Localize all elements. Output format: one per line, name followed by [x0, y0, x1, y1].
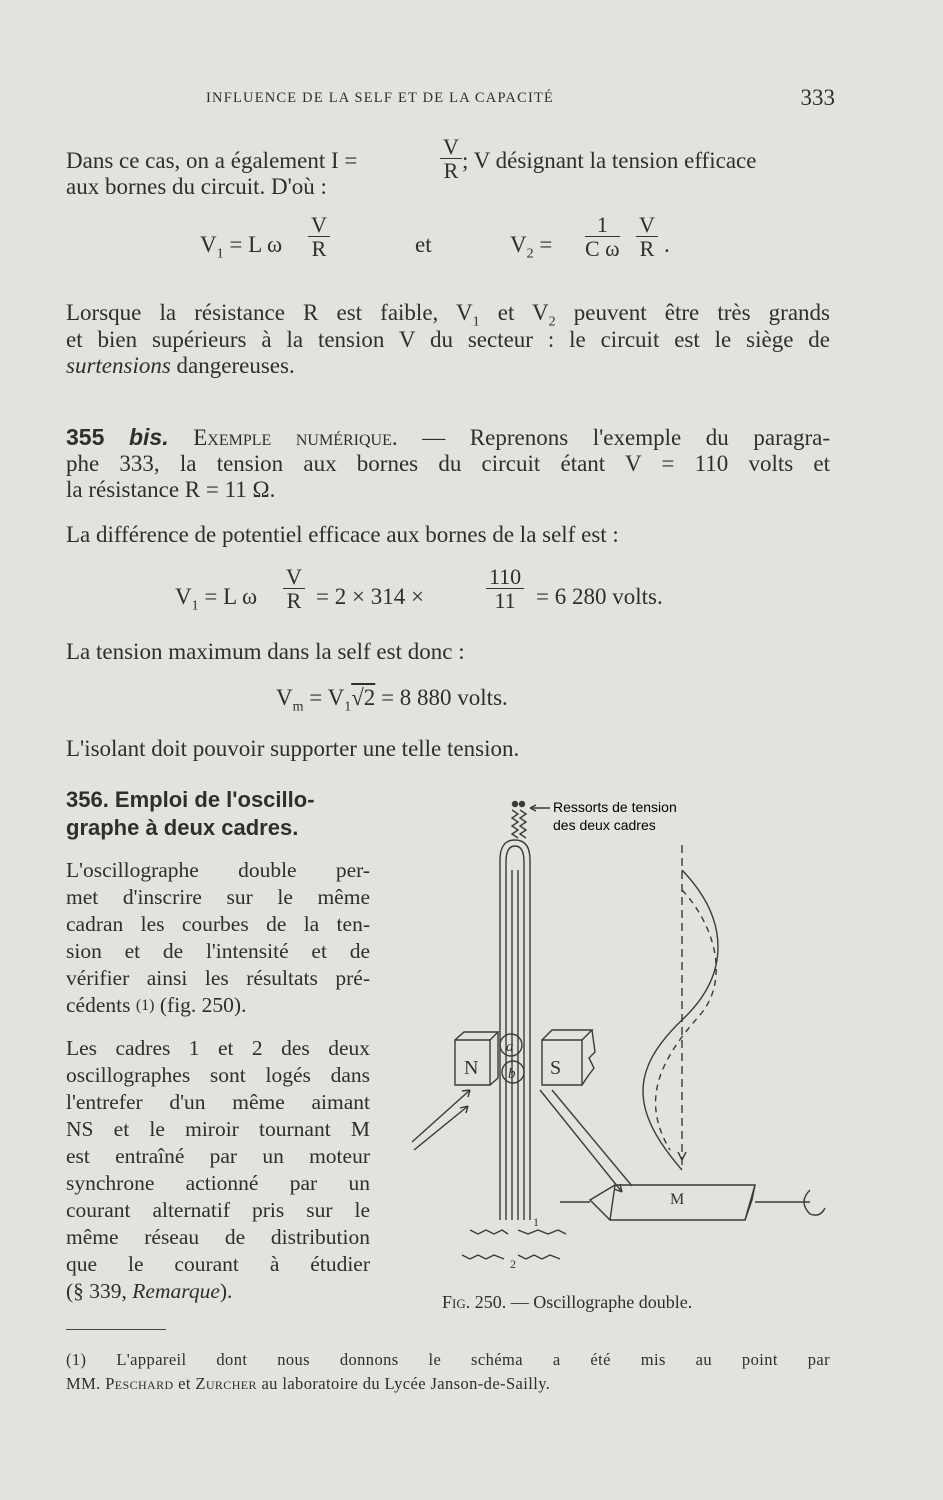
res-l1-sub1: 1 [472, 314, 480, 330]
eq1-v1-sub: 1 [216, 246, 224, 262]
s355bis-line4: La différence de potentiel efficace aux bornes de la self est : [66, 522, 619, 547]
para-resistance-line3 [66, 353, 830, 379]
res-l1-sub2: 2 [548, 314, 556, 330]
intro-frac-den: R [443, 158, 459, 183]
fig-label-a: a [506, 1039, 514, 1055]
eq1-v1 [200, 232, 282, 263]
spring-top-a [512, 810, 518, 838]
s355bis-l1-rest: — Reprenons l'exemple du paragra- [397, 425, 831, 450]
eq1-v2-lhs: V [510, 232, 527, 257]
footnote-et: et [173, 1374, 196, 1393]
s356-p2-line9: que le courant à étudier [66, 1252, 370, 1276]
eq2-den2: 11 [494, 588, 516, 613]
spring-top-b [520, 810, 526, 838]
s356-p2-close: ). [219, 1279, 233, 1303]
eq2-sub: 1 [191, 598, 199, 614]
s356-p1-line5: vérifier ainsi les résultats pré- [66, 966, 370, 990]
eq1-v1-lhs: V [200, 232, 217, 257]
s356-title-line2: graphe à deux cadres. [66, 815, 299, 840]
eq1-v1-den: R [311, 236, 327, 261]
running-title: INFLUENCE DE LA SELF ET DE LA CAPACITÉ [206, 90, 555, 106]
fig-label-s: S [550, 1057, 562, 1079]
footnote-rule [66, 1329, 166, 1330]
s356-p2-line6: synchrone actionné par un [66, 1171, 370, 1195]
eq1-v2-fraction1 [585, 214, 620, 261]
eq2-num1: V [283, 566, 305, 589]
caption-fig: Fig. [442, 1292, 471, 1312]
fig-label-n: N [464, 1057, 479, 1079]
eq1-v2-eq: = [539, 232, 553, 257]
footnote-line2 [66, 1374, 830, 1394]
s356-p1-cedents: cédents [66, 993, 131, 1017]
footnote-peschard: Peschard [105, 1374, 174, 1393]
eq2-den1: R [286, 588, 302, 613]
eq1-v1-num: V [308, 214, 330, 237]
fig-label-1: 1 [533, 1215, 539, 1229]
magnet-s [542, 1040, 582, 1085]
eq1-v1-mid: = L ω [229, 232, 283, 257]
eq1-v1-fraction [308, 214, 330, 261]
eq3-sub2: 1 [344, 699, 352, 715]
s356-p2-line2: oscillographes sont logés dans [66, 1063, 370, 1087]
eq1-v2-num1: 1 [585, 214, 620, 237]
eq2-v: V [175, 584, 192, 609]
eq3-result: = 8 880 volts. [381, 685, 508, 710]
s356-p2-line8: même réseau de distribution [66, 1225, 370, 1249]
s356-p2-line10 [66, 1279, 370, 1304]
eq1-v2-fraction2 [636, 214, 658, 261]
intro-frac-num: V [440, 136, 462, 159]
s355bis-line2: phe 333, la tension aux bornes du circuit étant V = 110 volts et [66, 451, 830, 476]
s356-p2-ref: (§ 339, [66, 1279, 133, 1303]
s355bis-title: Exemple numérique. [193, 425, 398, 450]
res-l1-c: peuvent être très grands [555, 300, 830, 325]
eq2-num2: 110 [486, 566, 524, 589]
footnote-mm: MM. [66, 1374, 106, 1393]
s356-p2-line3: l'entrefer d'un même aimant [66, 1090, 370, 1114]
fig-label-2: 2 [510, 1257, 516, 1271]
eq1-v2-den1: C ω [585, 236, 620, 261]
fig-label-springs-2: des deux cadres [553, 817, 656, 833]
s355bis-bis: bis. [128, 424, 169, 450]
s356-p1-line4: sion et de l'intensité et de [66, 939, 370, 963]
res-l3-rest: dangereuses. [170, 353, 295, 378]
eq2-mult: = 2 × 314 × [316, 584, 424, 609]
eq2-lhs [175, 584, 257, 615]
res-l1-a: Lorsque la résistance R est faible, V [66, 300, 473, 325]
s355bis-number: 355 [66, 424, 105, 450]
eq2-fraction2 [486, 566, 524, 613]
eq3-mid: = V [309, 685, 345, 710]
s356-p2-line7: courant alternatif pris sur le [66, 1198, 370, 1222]
res-l1-b: et V [479, 300, 549, 325]
fig-label-b: b [508, 1066, 516, 1082]
isolant-text: L'isolant doit pouvoir supporter une telle tension. [66, 736, 520, 761]
oscillograph-figure [400, 790, 840, 1310]
eq2-result: = 6 280 volts. [536, 584, 663, 609]
s356-p1-line3: cadran les courbes de la ten- [66, 912, 370, 936]
curve-tension [643, 870, 718, 1170]
eq3 [276, 685, 508, 716]
s356-p1-line2: met d'inscrire sur le même [66, 885, 370, 909]
eq2-fraction1 [283, 566, 305, 613]
eq1-v2-den2: R [639, 236, 655, 261]
footnote-line1: (1) L'appareil dont nous donnons le schéma a été mis au point par [66, 1350, 830, 1369]
s356-p2-line5: est entraîné par un moteur [66, 1144, 370, 1168]
figure-caption [442, 1292, 692, 1313]
eq1-et: et [415, 232, 432, 257]
caption-rest: 250. — Oscillographe double. [470, 1292, 693, 1312]
s356-p2-remarque: Remarque [132, 1279, 220, 1303]
s356-p2-line4: NS et le miroir tournant M [66, 1117, 370, 1141]
footnote-rest: au laboratoire du Lycée Janson-de-Sailly. [256, 1374, 551, 1393]
curve-intensity [656, 890, 717, 1150]
footnote-zurcher: Zurcher [195, 1374, 257, 1393]
s356-footnote-ref: (1) [135, 997, 155, 1014]
eq3-v: V [276, 685, 293, 710]
s356-p2-line1: Les cadres 1 et 2 des deux [66, 1036, 370, 1060]
eq2-mid: = L ω [204, 584, 258, 609]
page-number: 333 [800, 85, 835, 110]
eq3-sqrt: √2 [351, 685, 376, 710]
fig-label-m: M [670, 1191, 685, 1208]
intro-line1-a: Dans ce cas, on a également I = [66, 148, 358, 173]
intro-line1-b: ; V désignant la tension efficace [462, 148, 757, 173]
para-resistance-line1 [66, 300, 830, 331]
eq1-v2-num2: V [636, 214, 658, 237]
surtensions-italic: surtensions [66, 353, 171, 378]
eq1-v2-dot: . [664, 232, 670, 257]
s356-p1-line1: L'oscillographe double per- [66, 858, 370, 882]
tension-max-text: La tension maximum dans la self est donc : [66, 639, 465, 664]
s356-p1-end: (fig. 250). [154, 993, 247, 1017]
eq3-sub: m [292, 699, 304, 715]
intro-fraction [440, 136, 462, 183]
s355bis-line3: la résistance R = 11 Ω. [66, 477, 276, 502]
eq1-v2-sub: 2 [526, 246, 534, 262]
s356-title-line1: 356. Emploi de l'oscillo- [66, 787, 315, 812]
eq1-v2 [510, 232, 552, 263]
s356-p1-line6 [66, 993, 370, 1018]
fig-label-springs-1: Ressorts de tension [553, 799, 677, 815]
s355bis-line1 [66, 424, 830, 451]
para-resistance-line2: et bien supérieurs à la tension V du secteur : le circuit est le siège de [66, 327, 830, 352]
intro-line2: aux bornes du circuit. D'où : [66, 174, 327, 199]
